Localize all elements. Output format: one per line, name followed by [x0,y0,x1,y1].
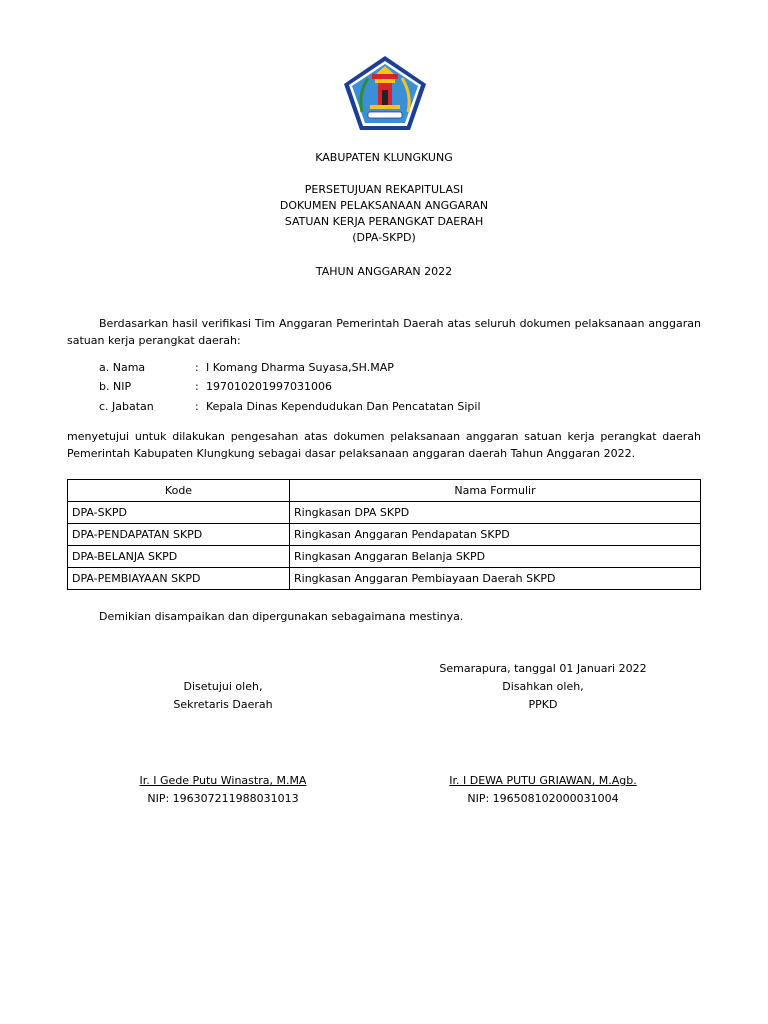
table-cell-kode: DPA-SKPD [68,502,290,524]
ppkd-signatory-nip: NIP: 196508102000031004 [467,792,619,805]
region-heading: KABUPATEN KLUNGKUNG [315,151,453,164]
table-row [68,502,701,524]
table-cell-nama: Ringkasan Anggaran Belanja SKPD [290,546,701,568]
sekda-title: Sekretaris Daerah [173,698,273,711]
column-header-kode: Kode [68,480,290,502]
signature-ppkd-name-block [393,772,693,808]
table-row [68,568,701,590]
ppkd-title: PPKD [528,698,558,711]
ppkd-signatory-name: Ir. I DEWA PUTU GRIAWAN, M.Agb. [449,774,637,787]
signature-block-sekda [73,678,373,714]
field-label: c. Jabatan [99,400,154,413]
field-value: I Komang Dharma Suyasa,SH.MAP [206,361,394,374]
table-cell-nama: Ringkasan Anggaran Pendapatan SKPD [290,524,701,546]
table-cell-nama: Ringkasan DPA SKPD [290,502,701,524]
sekda-signatory-name: Ir. I Gede Putu Winastra, M.MA [139,774,307,787]
title-line-2: DOKUMEN PELAKSANAAN ANGGARAN [279,199,489,212]
form-table [67,479,701,590]
signature-sekda-name-block [73,772,373,808]
field-label: b. NIP [99,380,132,393]
title-line-4: (DPA-SKPD) [352,231,416,244]
field-label: a. Nama [99,361,146,374]
closing-statement: Demikian disampaikan dan dipergunakan sebagaimana mestinya. [99,610,464,623]
field-separator: : [195,380,199,393]
table-cell-nama: Ringkasan Anggaran Pembiayaan Daerah SKPD [290,568,701,590]
field-separator: : [195,400,199,413]
table-cell-kode: DPA-PENDAPATAN SKPD [68,524,290,546]
table-row [68,524,701,546]
signature-block-ppkd [393,660,693,714]
table-header-row [68,480,701,502]
fiscal-year-heading: TAHUN ANGGARAN 2022 [315,265,453,278]
intro-paragraph: Berdasarkan hasil verifikasi Tim Anggaran Pemerintah Daerah atas seluruh dokumen pelaksanaan anggaran satuan kerja perangkat daerah: [67,317,701,347]
table-cell-kode: DPA-PEMBIAYAAN SKPD [68,568,290,590]
field-value: 197010201997031006 [206,380,332,393]
date-place-line: Semarapura, tanggal 01 Januari 2022 [439,662,647,675]
approval-paragraph: menyetujui untuk dilakukan pengesahan atas dokumen pelaksanaan anggaran satuan kerja perangkat daerah Pemerintah Kabupaten Klungkung sebagai dasar pelaksanaan anggaran daerah Tahun Anggaran 2022. [67,430,701,460]
approved-by-label: Disetujui oleh, [183,680,263,693]
klungkung-regency-emblem-icon [342,54,428,132]
column-header-nama-formulir: Nama Formulir [290,480,701,502]
title-line-3: SATUAN KERJA PERANGKAT DAERAH [284,215,484,228]
table-cell-kode: DPA-BELANJA SKPD [68,546,290,568]
title-line-1: PERSETUJUAN REKAPITULASI [304,183,464,196]
field-value: Kepala Dinas Kependudukan Dan Pencatatan Sipil [206,400,481,413]
ratified-by-label: Disahkan oleh, [502,680,584,693]
field-separator: : [195,361,199,374]
table-row [68,546,701,568]
sekda-signatory-nip: NIP: 196307211988031013 [147,792,299,805]
